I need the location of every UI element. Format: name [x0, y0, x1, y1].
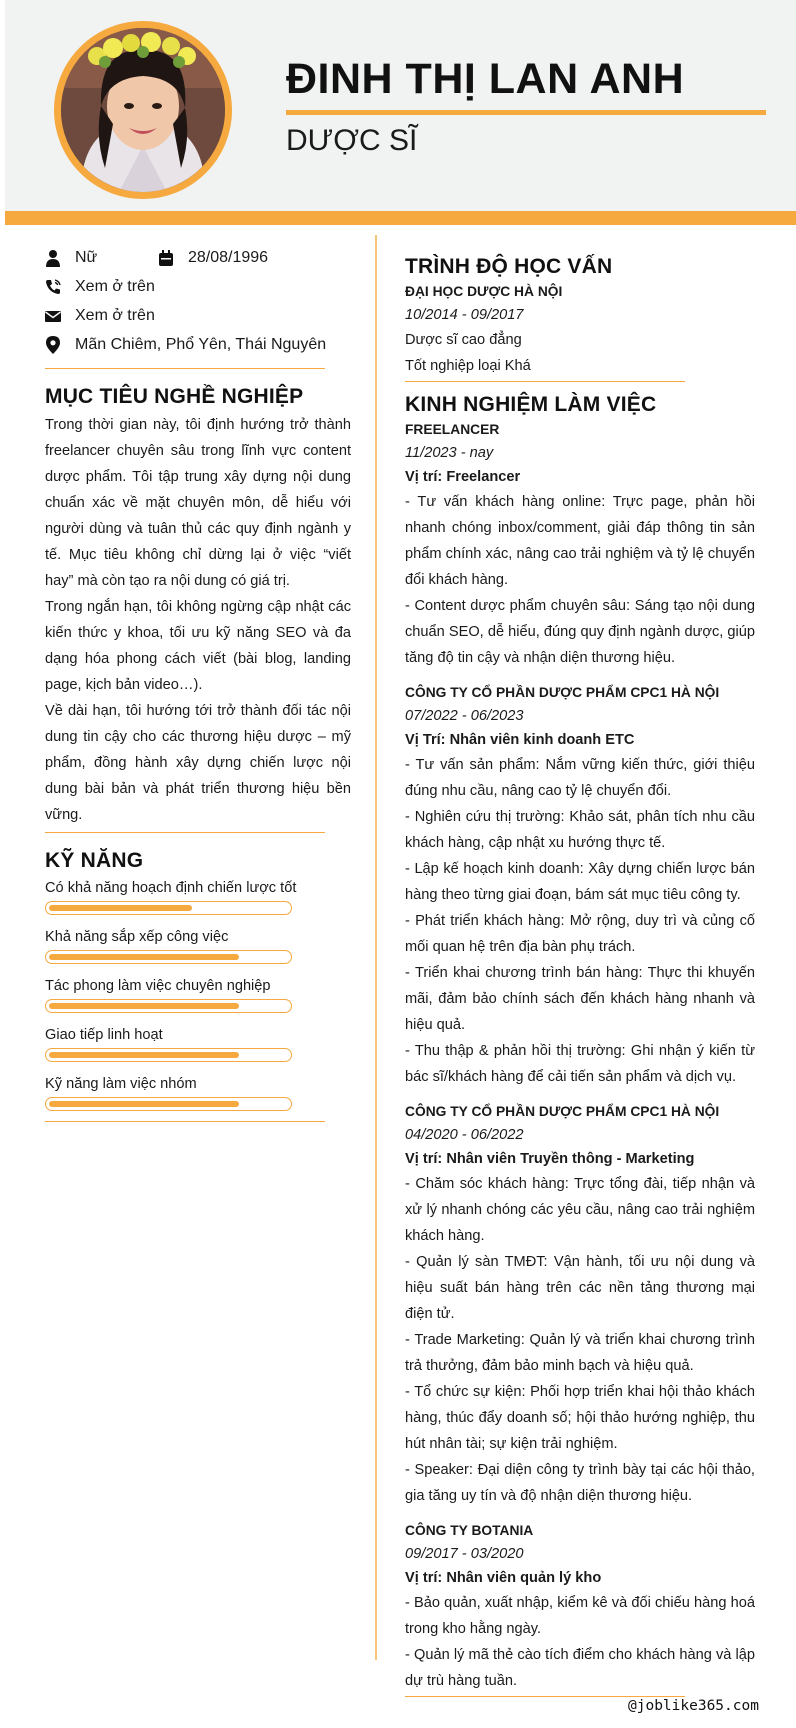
- skill-label: Có khả năng hoạch định chiến lược tốt: [45, 880, 297, 896]
- gender-value: Nữ: [75, 249, 98, 266]
- experience-title: KINH NGHIỆM LÀM VIỆC: [405, 393, 657, 416]
- divider: [405, 381, 685, 382]
- skill-bar: [45, 901, 292, 915]
- skill-bar-fill: [49, 954, 239, 960]
- phone-icon: [45, 278, 61, 296]
- contact-email: [45, 306, 351, 335]
- job-bullet: - Thu thập & phản hồi thị trường: Ghi nhận ý kiến từ bác sĩ/khách hàng để cải tiến sản phẩm và dịch vụ.: [405, 1043, 755, 1085]
- skill-bar: [45, 1097, 292, 1111]
- calendar-icon: [158, 249, 174, 267]
- location-pin-icon: [45, 336, 61, 354]
- footer-watermark: @joblike365.com: [628, 1698, 759, 1714]
- skill-label: Kỹ năng làm việc nhóm: [45, 1076, 197, 1092]
- job-company: CÔNG TY CỔ PHẦN DƯỢC PHẨM CPC1 HÀ NỘI: [405, 685, 720, 700]
- objective-title: MỤC TIÊU NGHỀ NGHIỆP: [45, 385, 304, 408]
- job-bullet: - Trade Marketing: Quản lý và triển khai chương trình trả thưởng, đảm bảo minh bạch và hiệu quả.: [405, 1332, 755, 1374]
- skill-bar-fill: [49, 1003, 239, 1009]
- skill-item: [45, 1075, 351, 1124]
- mail-icon: [45, 307, 61, 325]
- job-position: Vị trí: Freelancer: [405, 469, 521, 485]
- left-column: [45, 248, 351, 1122]
- user-icon: [45, 249, 61, 267]
- job-position: Vị Trí: Nhân viên kinh doanh ETC: [405, 732, 635, 748]
- job-bullet: - Content dược phẩm chuyên sâu: Sáng tạo nội dung chuẩn SEO, dễ hiểu, đúng quy định ngành dược, giúp tăng độ tin cậy và nhận diện thương hiệu.: [405, 598, 755, 666]
- education-degree: Dược sĩ cao đẳng: [405, 332, 522, 348]
- job-bullet: - Tổ chức sự kiện: Phối hợp triển khai hội thảo khách hàng, thúc đẩy doanh số; hội thảo hướng nghiệp, thu hút nhân tài; sự kiện trải nghiệm.: [405, 1384, 755, 1452]
- contact-address: [45, 335, 351, 364]
- portrait-photo: [61, 28, 225, 192]
- education-period: 10/2014 - 09/2017: [405, 307, 524, 323]
- address-value: Mãn Chiêm, Phổ Yên, Thái Nguyên: [75, 336, 327, 353]
- skill-bar-fill: [49, 905, 192, 911]
- objective-body: [45, 412, 351, 828]
- job-bullet: - Bảo quản, xuất nhập, kiểm kê và đối chiếu hàng hoá trong kho hằng ngày.: [405, 1595, 755, 1637]
- job-position: Vị trí: Nhân viên Truyền thông - Marketing: [405, 1151, 695, 1167]
- objective-paragraph: Trong ngắn hạn, tôi không ngừng cập nhật các kiến thức y khoa, tối ưu kỹ năng SEO và đa dạng hóa phong cách viết (bài blog, landing page, kịch bản video…).: [45, 599, 351, 693]
- education-school: ĐẠI HỌC DƯỢC HÀ NỘI: [405, 284, 563, 299]
- job-bullet: - Tư vấn sản phẩm: Nắm vững kiến thức, giới thiệu đúng nhu cầu, nâng cao tỷ lệ chuyển đổi.: [405, 757, 755, 799]
- skill-bar: [45, 950, 292, 964]
- email-value: Xem ở trên: [75, 307, 155, 324]
- job-entry: [405, 1520, 755, 1694]
- avatar: [54, 21, 232, 199]
- birthdate-value: 28/08/1996: [188, 249, 269, 266]
- job-company: CÔNG TY CỔ PHẦN DƯỢC PHẨM CPC1 HÀ NỘI: [405, 1104, 720, 1119]
- skill-bar: [45, 999, 292, 1013]
- job-bullet: - Phát triển khách hàng: Mở rộng, duy trì và củng cố mối quan hệ trên địa bàn phụ trách.: [405, 913, 755, 955]
- column-divider: [375, 235, 377, 1660]
- skill-label: Giao tiếp linh hoạt: [45, 1027, 163, 1043]
- job-bullet: - Nghiên cứu thị trường: Khảo sát, phân tích nhu cầu khách hàng, cập nhật xu hướng thực tế.: [405, 809, 755, 851]
- job-period: 07/2022 - 06/2023: [405, 708, 524, 724]
- job-entry: [405, 419, 755, 671]
- divider: [45, 368, 325, 369]
- contact-gender-birthdate: [45, 248, 351, 277]
- candidate-name: ĐINH THỊ LAN ANH: [286, 55, 685, 103]
- skill-item: [45, 879, 351, 928]
- job-entry: [405, 682, 755, 1090]
- name-underline: [286, 110, 766, 115]
- candidate-role: DƯỢC SĨ: [286, 124, 418, 157]
- skills-title: KỸ NĂNG: [45, 849, 144, 872]
- skill-label: Khả năng sắp xếp công việc: [45, 929, 229, 945]
- job-position: Vị trí: Nhân viên quản lý kho: [405, 1570, 602, 1586]
- divider: [45, 832, 325, 833]
- header-accent-bar: [5, 211, 796, 225]
- education-title: TRÌNH ĐỘ HỌC VẤN: [405, 255, 613, 278]
- job-entry: [405, 1101, 755, 1509]
- skill-bar: [45, 1048, 292, 1062]
- skill-item: [45, 1026, 351, 1075]
- education-grade: Tốt nghiệp loại Khá: [405, 358, 531, 374]
- objective-paragraph: Trong thời gian này, tôi định hướng trở thành freelancer chuyên sâu trong lĩnh vực content dược phẩm. Tôi tập trung xây dựng nội dung chuẩn xác về mặt chuyên môn, dễ hiểu với người dùng và tuân thủ các quy định ngành y tế. Mục tiêu không chỉ dừng lại ở việc “viết hay” mà còn tạo ra nội dung có giá trị.: [45, 417, 351, 589]
- skill-bar-fill: [49, 1101, 239, 1107]
- contact-phone: [45, 277, 351, 306]
- job-bullet: - Quản lý sàn TMĐT: Vận hành, tối ưu nội dung và hiệu suất bán hàng trên các nền tảng thương mại điện tử.: [405, 1254, 755, 1322]
- skill-label: Tác phong làm việc chuyên nghiệp: [45, 978, 271, 994]
- job-bullet: - Speaker: Đại diện công ty trình bày tại các hội thảo, gia tăng uy tín và độ nhận diện thương hiệu.: [405, 1462, 755, 1504]
- job-bullet: - Tư vấn khách hàng online: Trực page, phản hồi nhanh chóng inbox/comment, giải đáp thông tin sản phẩm chính xác, nâng cao trải nghiệm và tỷ lệ chuyển đổi khách hàng.: [405, 494, 755, 588]
- divider: [405, 1696, 685, 1697]
- job-bullet: - Lập kế hoạch kinh doanh: Xây dựng chiến lược bán hàng theo từng giai đoạn, bám sát mục tiêu công ty.: [405, 861, 755, 903]
- job-period: 04/2020 - 06/2022: [405, 1127, 524, 1143]
- job-company: FREELANCER: [405, 422, 500, 437]
- job-bullet: - Triển khai chương trình bán hàng: Thực thi khuyến mãi, đảm bảo chính sách đến khách hàng nhanh và hiệu quả.: [405, 965, 755, 1033]
- phone-value: Xem ở trên: [75, 278, 155, 295]
- objective-paragraph: Về dài hạn, tôi hướng tới trở thành đối tác nội dung tin cậy cho các thương hiệu dược – mỹ phẩm, đồng hành xây dựng chiến lược nội dung bài bản và phát triển thương hiệu bền vững.: [45, 703, 351, 823]
- skills-list: [45, 879, 351, 1124]
- skill-item: [45, 928, 351, 977]
- job-period: 09/2017 - 03/2020: [405, 1546, 524, 1562]
- skill-bar-fill: [49, 1052, 239, 1058]
- job-bullet: - Quản lý mã thẻ cào tích điểm cho khách hàng và lập dự trù hàng tuần.: [405, 1647, 755, 1689]
- right-column: [405, 255, 755, 1697]
- skill-item: [45, 977, 351, 1026]
- job-bullet: - Chăm sóc khách hàng: Trực tổng đài, tiếp nhận và xử lý nhanh chóng các yêu cầu, nâng cao trải nghiệm khách hàng.: [405, 1176, 755, 1244]
- job-period: 11/2023 - nay: [405, 445, 494, 461]
- job-company: CÔNG TY BOTANIA: [405, 1523, 534, 1538]
